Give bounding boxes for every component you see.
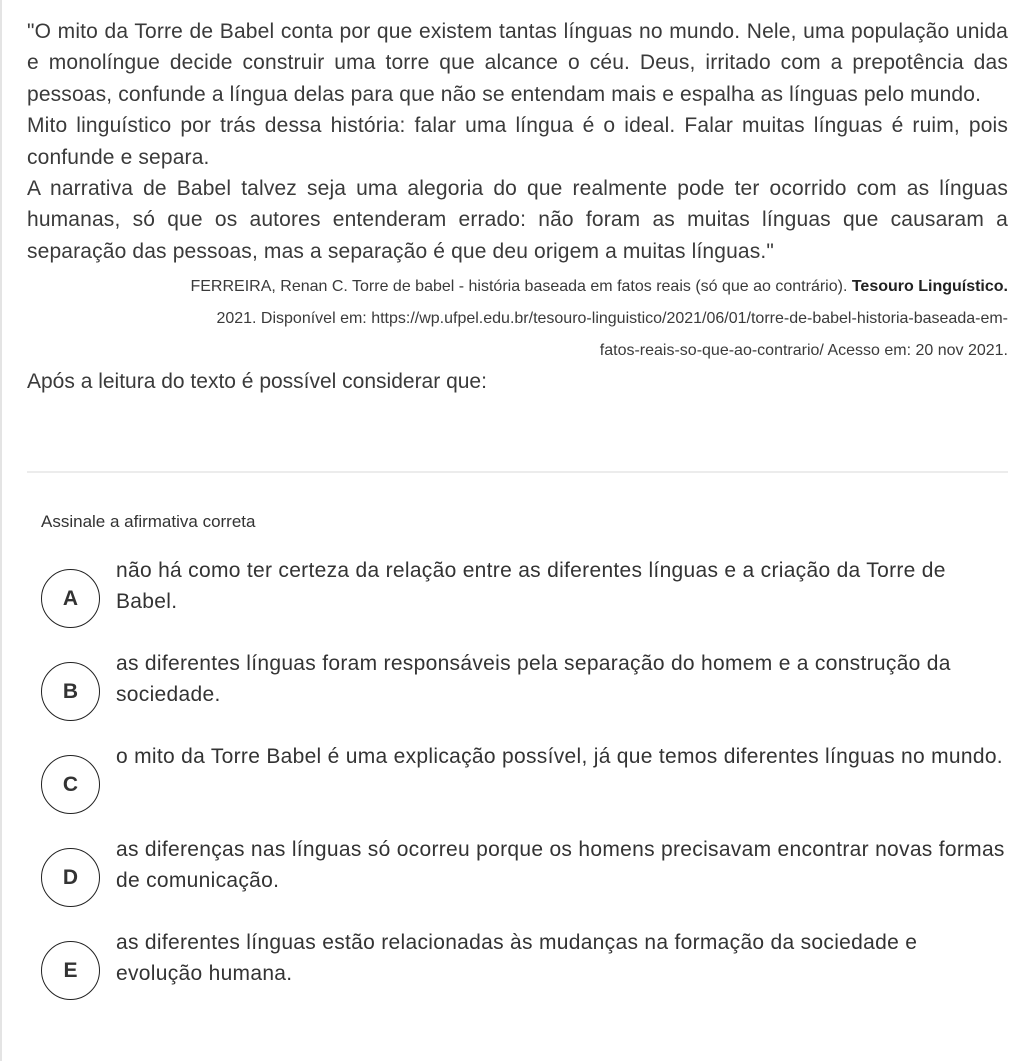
option-letter-c[interactable]: C xyxy=(41,755,100,814)
divider xyxy=(27,471,1008,473)
option-c[interactable] xyxy=(41,745,1003,817)
citation-url: 2021. Disponível em: https://wp.ufpel.edu.br/tesouro-linguistico/2021/06/01/torre-de-babel-historia-baseada-em- xyxy=(216,310,1008,328)
option-letter-e[interactable]: E xyxy=(41,941,100,1000)
option-letter-a[interactable]: A xyxy=(41,569,100,628)
option-e[interactable] xyxy=(41,931,1001,1003)
option-letter-b[interactable]: B xyxy=(41,662,100,721)
question-text xyxy=(27,16,1008,397)
option-text[interactable]: as diferentes línguas estão relacionadas às mudanças na formação da sociedade e evolução humana. xyxy=(116,931,918,985)
option-b[interactable] xyxy=(41,652,1001,724)
option-text[interactable]: não há como ter certeza da relação entre as diferentes línguas e a criação da Torre de Babel. xyxy=(116,559,946,613)
question-prompt: Após a leitura do texto é possível considerar que: xyxy=(27,370,487,394)
option-letter-d[interactable]: D xyxy=(41,848,100,907)
citation-text: FERREIRA, Renan C. Torre de babel - história baseada em fatos reais (só que ao contrário). xyxy=(190,278,852,296)
paragraph-3: A narrativa de Babel talvez seja uma alegoria do que realmente pode ter ocorrido com as línguas humanas, só que os autores entenderam errado: não foram as muitas línguas que causaram a separação das pessoas, mas a separação é que deu origem a muitas línguas." xyxy=(27,177,1008,263)
option-d[interactable] xyxy=(41,838,1005,910)
option-text[interactable]: as diferentes línguas foram responsáveis pela separação do homem e a construção da sociedade. xyxy=(116,652,951,706)
citation-access: fatos-reais-so-que-ao-contrario/ Acesso em: 20 nov 2021. xyxy=(599,342,1008,360)
option-text[interactable]: as diferenças nas línguas só ocorreu porque os homens precisavam encontrar novas formas de comunicação. xyxy=(116,838,1005,892)
citation-source: Tesouro Linguístico. xyxy=(851,278,1008,296)
paragraph-2: Mito linguístico por trás dessa história: falar uma língua é o ideal. Falar muitas línguas é ruim, pois confunde e separa. xyxy=(27,114,1008,169)
option-text[interactable]: o mito da Torre Babel é uma explicação possível, já que temos diferentes línguas no mundo. xyxy=(116,745,1003,768)
left-border xyxy=(0,0,2,1061)
option-a[interactable] xyxy=(41,559,1001,631)
citation xyxy=(27,271,1008,367)
instruction: Assinale a afirmativa correta xyxy=(41,512,256,531)
paragraph-1: "O mito da Torre de Babel conta por que existem tantas línguas no mundo. Nele, uma população unida e monolíngue decide construir uma torre que alcance o céu. Deus, irritado com a prepotência das pessoas, confunde a língua delas para que não se entendam mais e espalha as línguas pelo mundo. xyxy=(27,20,1008,106)
